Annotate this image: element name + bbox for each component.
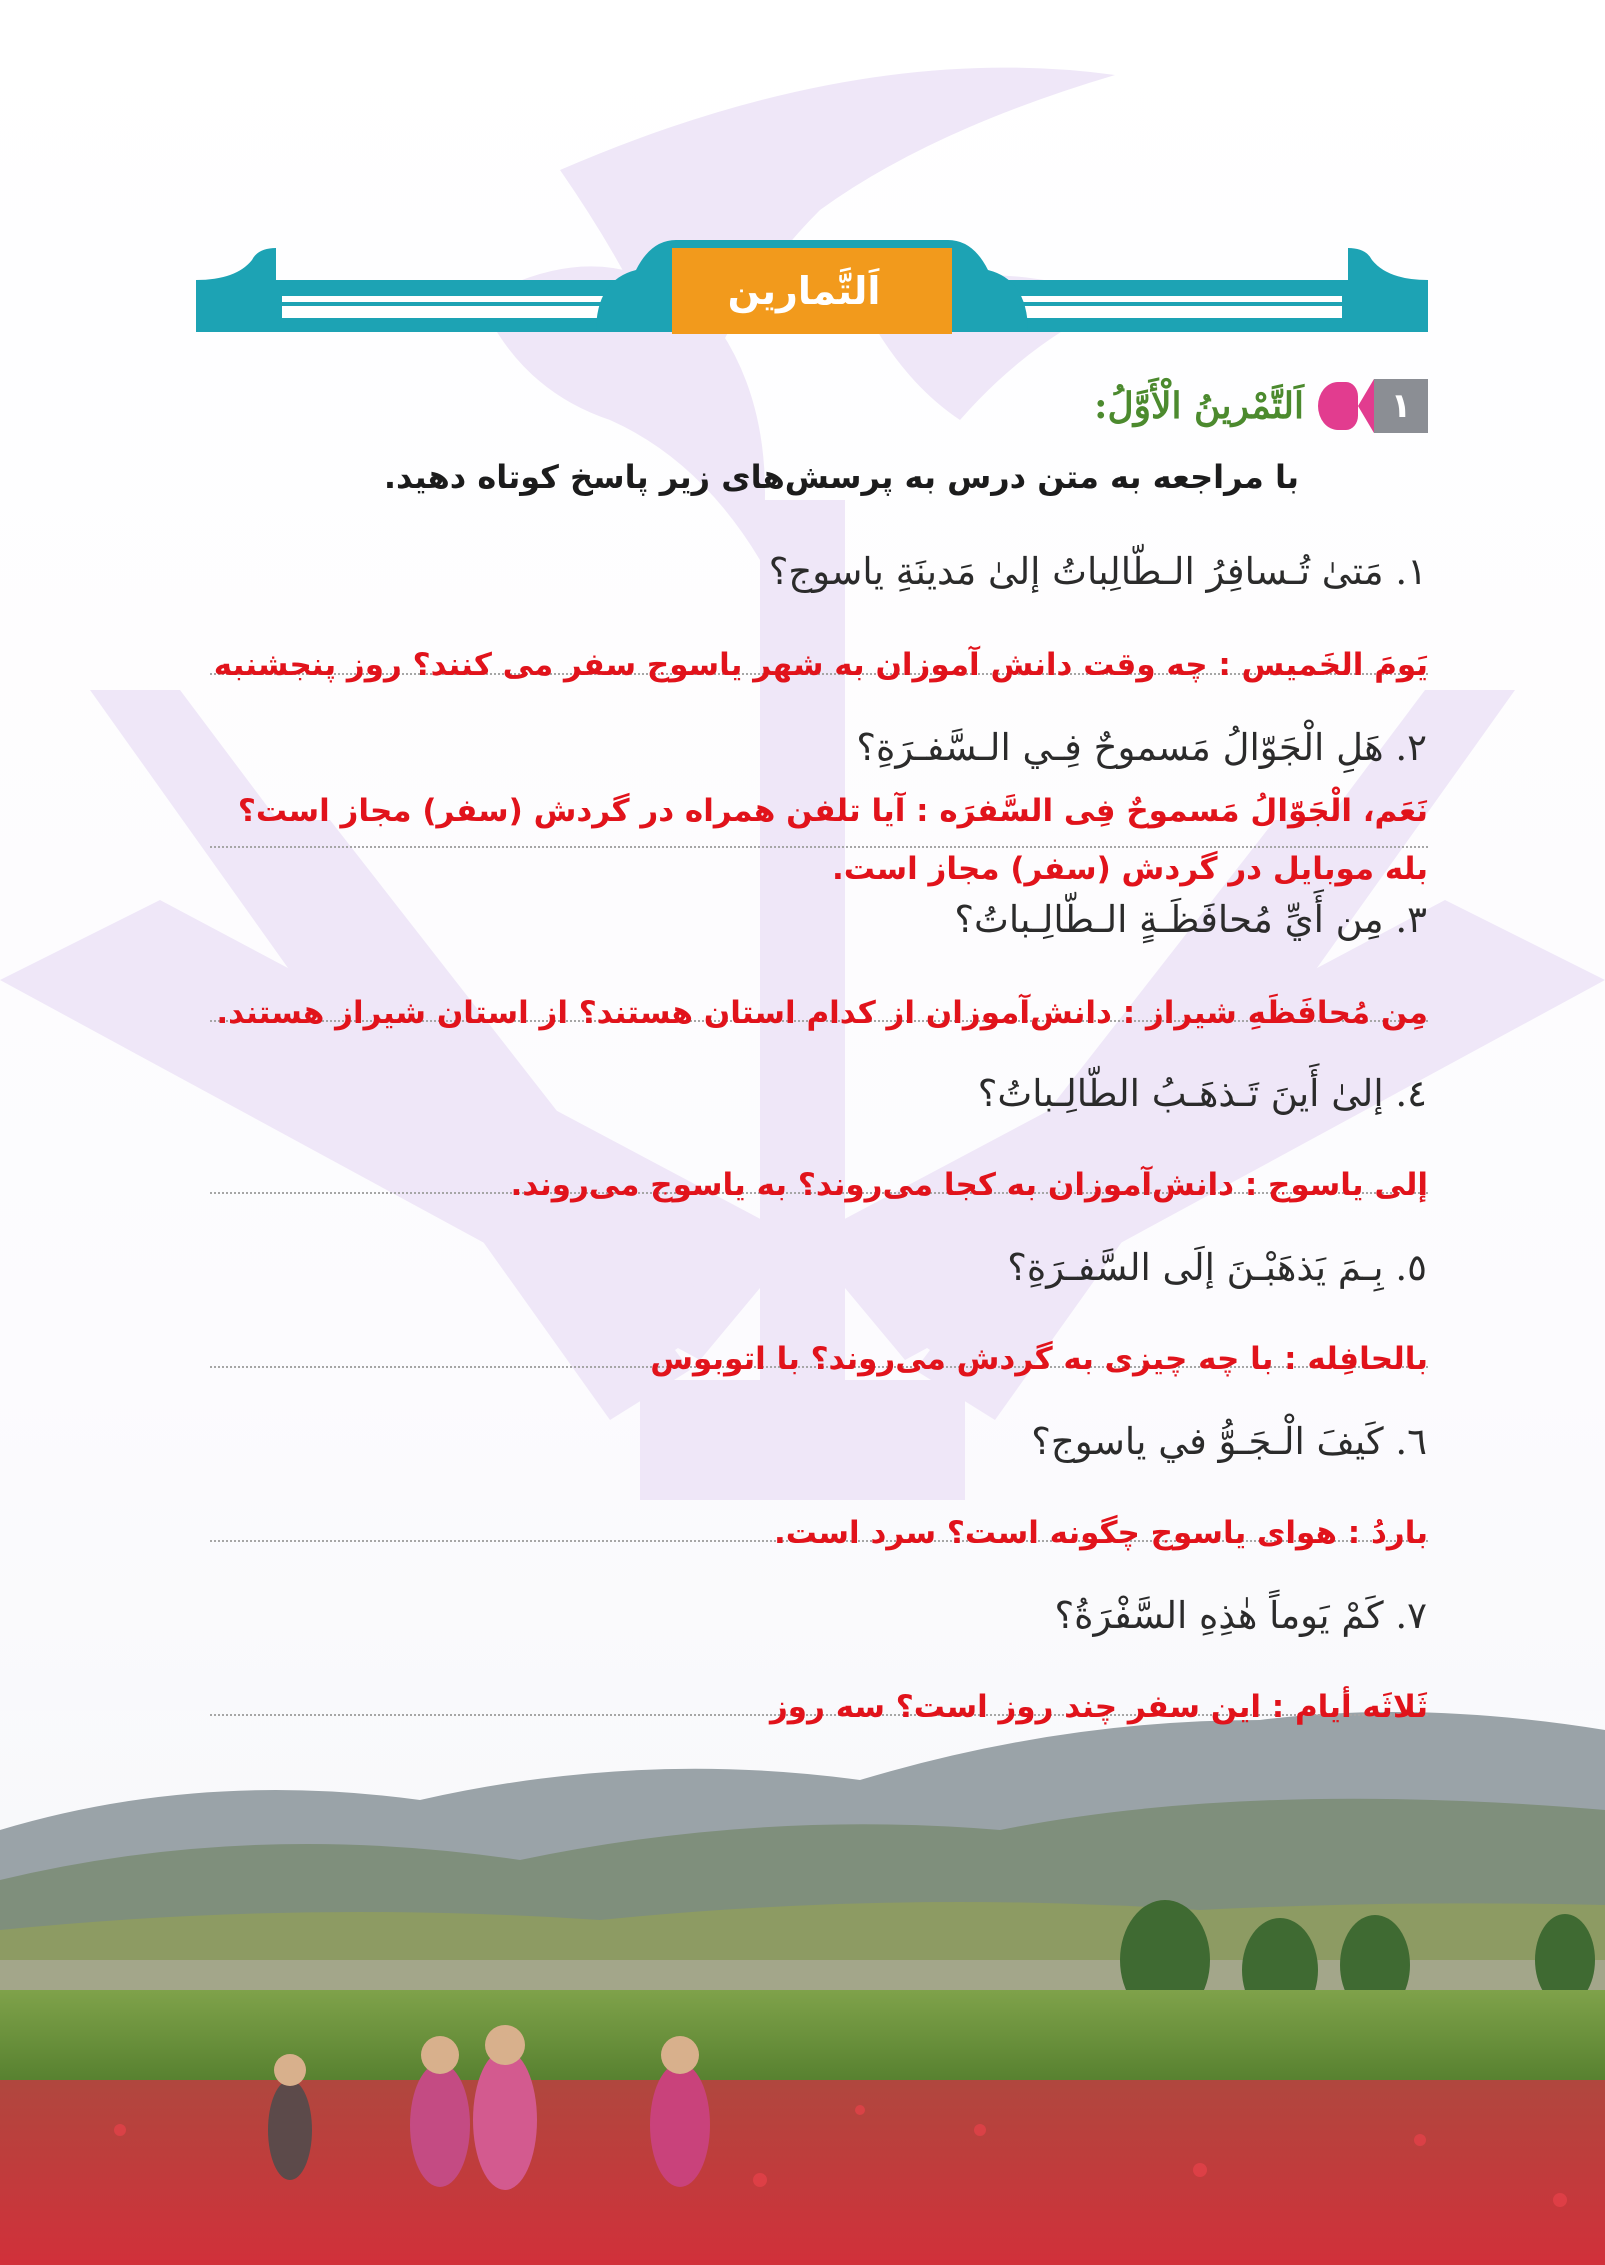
question-6: ٦. كَيفَ الْـجَـوُّ في ياسوج؟ — [1031, 1420, 1427, 1463]
question-5: ٥. بِـمَ يَذهَبْـنَ إلَى السَّفـرَةِ؟ — [1007, 1246, 1427, 1289]
exercise-title: اَلتَّمْرينُ الْأَوَّلُ: — [1094, 385, 1304, 427]
flower-icon — [1318, 382, 1358, 430]
answer-2: نَعَم، الْجَوّالُ مَسموحٌ فِی السَّفرَه : آیا تلفن همراه در گردش (سفر) مجاز است؟ بله موبایل در گردش (سفر) مجاز است. — [237, 793, 1428, 887]
exercise-tab-icon — [1358, 379, 1374, 433]
answer-6: باردُ : هوای یاسوج چگونه است؟ سرد است. — [773, 1515, 1428, 1551]
page-title: اَلتَّمارين — [727, 269, 881, 313]
exercise-number: ١ — [1374, 379, 1428, 433]
answer-4: إلی یاسوج : دانش‌آموزان به کجا می‌روند؟ به یاسوج می‌روند. — [510, 1167, 1428, 1203]
answer-3: مِن مُحافَظَهِ شیراز : دانش‌آموزان از کدام استان هستند؟ از استان شیراز هستند. — [216, 995, 1428, 1031]
question-2: ٢. هَلِ الْجَوّالُ مَسموحٌ فِـي الـسَّفـرَةِ؟ — [856, 726, 1427, 769]
exercise-instruction: با مراجعه به متن درس به پرسش‌های زیر پاسخ کوتاه دهید. — [383, 458, 1299, 496]
exercise-heading — [1090, 375, 1428, 437]
question-4: ٤. إلىٰ أَينَ تَـذهَـبُ الطّالِـباتُ؟ — [977, 1072, 1427, 1115]
landscape-photo — [0, 1660, 1605, 2265]
answer-5: بالحافِله : با چه چیزی به گردش می‌روند؟ با اتوبوس — [650, 1341, 1428, 1377]
answer-7: ثَلاثَه أیام : این سفر چند روز است؟ سه روز — [769, 1689, 1428, 1725]
answer-1: يَومَ الخَميس : چه وقت دانش آموزان به شهر یاسوج سفر می کنند؟ روز پنجشنبه — [213, 647, 1428, 683]
question-7: ٧. كَمْ يَوماً هٰذِهِ السَّفْرَةُ؟ — [1054, 1594, 1427, 1637]
question-3: ٣. مِن أَيِّ مُحافَظَـةٍ الـطّالِـباتُ؟ — [954, 898, 1427, 941]
question-1: ١. مَتىٰ تُـسافِرُ الـطّالِباتُ إلىٰ مَدينَةِ ياسوج؟ — [768, 550, 1427, 593]
